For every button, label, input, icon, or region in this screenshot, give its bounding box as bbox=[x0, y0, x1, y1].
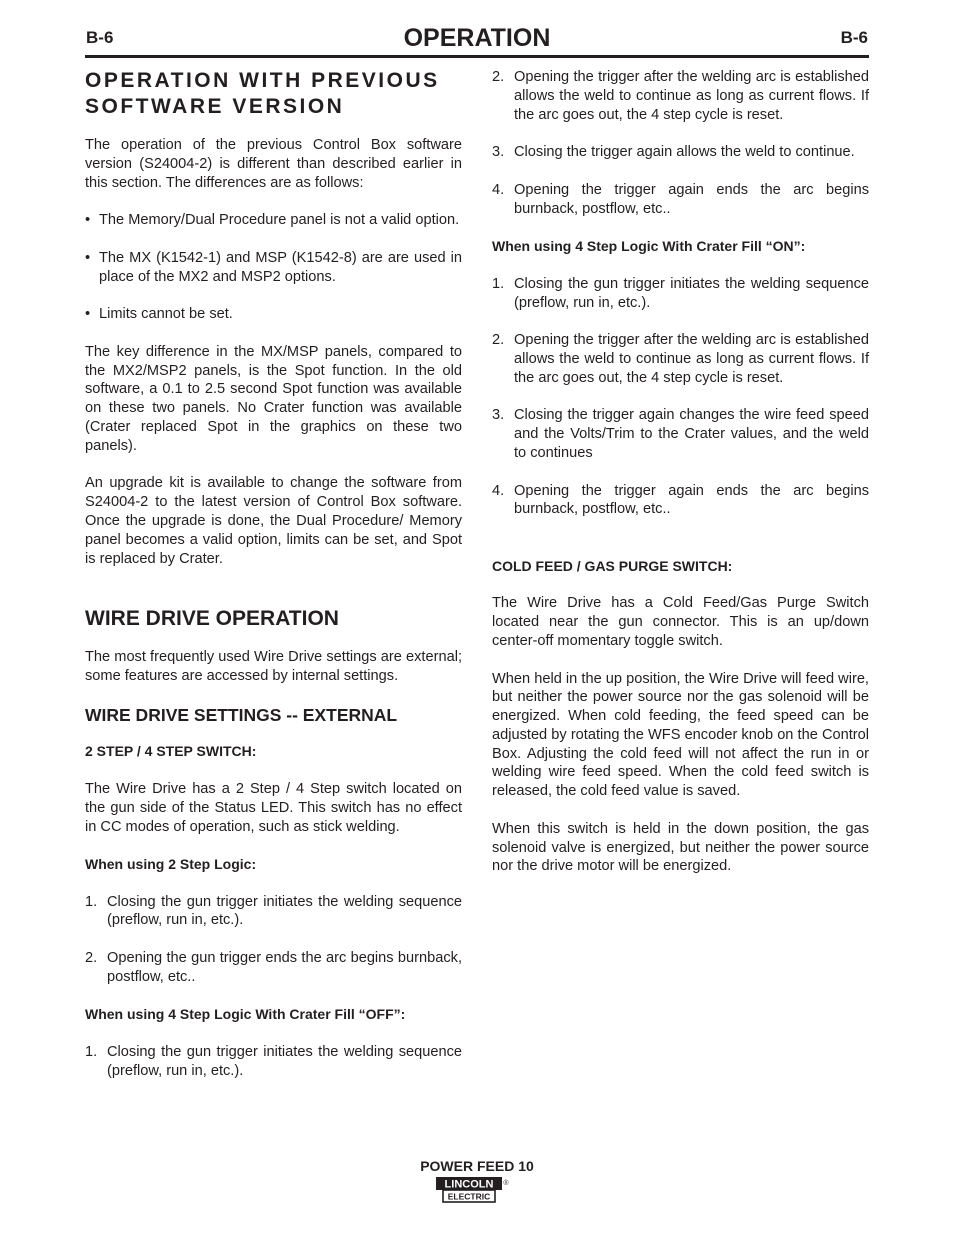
left-column bbox=[85, 68, 462, 1099]
list-item-number: 1. bbox=[492, 275, 505, 292]
list-item bbox=[85, 893, 462, 931]
bullet-icon: • bbox=[85, 212, 91, 229]
list-item bbox=[492, 181, 869, 219]
list-item-number: 1. bbox=[85, 1044, 98, 1061]
list-item-number: 1. bbox=[85, 893, 98, 910]
page-title: OPERATION bbox=[403, 24, 551, 52]
list-item bbox=[85, 949, 462, 987]
list-item bbox=[85, 211, 462, 230]
settings-heading: WIRE DRIVE SETTINGS -- EXTERNAL bbox=[85, 705, 398, 726]
list-item-text: Opening the gun trigger ends the arc begins burnback, postflow, etc.. bbox=[107, 950, 462, 985]
list-item-text: Opening the trigger after the welding arc is established allows the weld to continue as long as current flows. If the arc goes out, the 4 step cycle is reset. bbox=[514, 332, 869, 386]
step-switch-heading: 2 STEP / 4 STEP SWITCH: bbox=[85, 743, 257, 760]
wire-drive-intro: The most frequently used Wire Drive settings are external; some features are accessed by internal settings. bbox=[85, 648, 462, 684]
list-item-text: The Memory/Dual Procedure panel is not a valid option. bbox=[99, 212, 460, 229]
list-item bbox=[85, 1043, 462, 1081]
list-item bbox=[492, 68, 869, 124]
list-item-number: 2. bbox=[492, 69, 505, 85]
cold-feed-paragraph: The Wire Drive has a Cold Feed/Gas Purge Switch located near the gun connector. This is an up/down center-off momentary toggle switch. bbox=[492, 595, 869, 649]
list-item-number: 2. bbox=[85, 950, 98, 967]
bullet-icon: • bbox=[85, 306, 91, 323]
upgrade-paragraph: An upgrade kit is available to change the software from S24004-2 to the latest version of Control Box software. Once the upgrade is done, the Dual Procedure/ Memory panel becomes a valid option, limits can be set, and Spot is replaced by Crater. bbox=[85, 475, 462, 567]
key-difference-paragraph: The key difference in the MX/MSP panels, compared to the MX2/MSP2 panels, is the Spot function. In the old software, a 0.1 to 2.5 second Spot function was available on these two panels. No Crater function was available (Crater replaced Spot in the graphics on these two panels). bbox=[85, 343, 462, 454]
four-step-off-heading: When using 4 Step Logic With Crater Fill “OFF”: bbox=[85, 1006, 406, 1023]
list-item-text: Opening the trigger again ends the arc begins burnback, postflow, etc.. bbox=[514, 482, 869, 518]
four-step-on-heading: When using 4 Step Logic With Crater Fill “ON”: bbox=[492, 238, 806, 255]
header-rule bbox=[85, 55, 869, 58]
list-item-text: Closing the trigger again changes the wire feed speed and the Volts/Trim to the Crater values, and the weld to continues bbox=[514, 407, 869, 461]
svg-text:ELECTRIC: ELECTRIC bbox=[447, 1191, 491, 1202]
list-item bbox=[492, 143, 869, 162]
list-item bbox=[85, 305, 462, 324]
list-item-number: 2. bbox=[492, 332, 505, 349]
list-item-number: 3. bbox=[492, 407, 505, 424]
wire-drive-heading: WIRE DRIVE OPERATION bbox=[85, 606, 339, 630]
list-item bbox=[85, 249, 462, 287]
previous-software-intro: The operation of the previous Control Box software version (S24004-2) is different than described earlier in this section. The differences are as follows: bbox=[85, 137, 462, 191]
list-item-text: Closing the gun trigger initiates the welding sequence (preflow, run in, etc.). bbox=[107, 1044, 462, 1079]
list-item bbox=[492, 331, 869, 387]
list-item bbox=[492, 275, 869, 313]
step-switch-paragraph: The Wire Drive has a 2 Step / 4 Step switch located on the gun side of the Status LED. This switch has no effect in CC modes of operation, such as stick welding. bbox=[85, 780, 462, 835]
cold-feed-paragraph: When this switch is held in the down position, the gas solenoid valve is energized, but neither the power source nor the drive motor will be energized. bbox=[492, 820, 869, 875]
svg-text:®: ® bbox=[503, 1180, 509, 1187]
list-item-text: Opening the trigger again ends the arc begins burnback, postflow, etc.. bbox=[514, 181, 869, 217]
lincoln-electric-logo bbox=[435, 1176, 511, 1204]
list-item-text: Closing the gun trigger initiates the welding sequence (preflow, run in, etc.). bbox=[107, 893, 462, 929]
list-item-text: Closing the trigger again allows the weld to continue. bbox=[514, 144, 855, 161]
two-step-heading: When using 2 Step Logic: bbox=[85, 856, 257, 873]
list-item bbox=[492, 406, 869, 462]
list-item-text: Opening the trigger after the welding arc is established allows the weld to continue as long as current flows. If the arc goes out, the 4 step cycle is reset. bbox=[514, 69, 869, 123]
list-item-text: Closing the gun trigger initiates the welding sequence (preflow, run in, etc.). bbox=[514, 275, 869, 311]
list-item-number: 4. bbox=[492, 482, 505, 499]
list-item-text: Limits cannot be set. bbox=[99, 306, 233, 323]
list-item-number: 3. bbox=[492, 144, 505, 161]
right-column bbox=[492, 68, 869, 895]
previous-software-heading: OPERATION WITH PREVIOUS SOFTWARE VERSION bbox=[85, 69, 440, 118]
footer-product-name: POWER FEED 10 bbox=[420, 1158, 534, 1174]
list-item bbox=[492, 482, 869, 520]
page-number-right: B-6 bbox=[840, 28, 868, 47]
cold-feed-heading: COLD FEED / GAS PURGE SWITCH: bbox=[492, 557, 733, 574]
svg-text:LINCOLN: LINCOLN bbox=[444, 1178, 494, 1191]
list-item-text: The MX (K1542-1) and MSP (K1542-8) are are used in place of the MX2 and MSP2 options. bbox=[99, 249, 462, 285]
cold-feed-paragraph: When held in the up position, the Wire Drive will feed wire, but neither the power source nor the gas solenoid will be energized. When cold feeding, the feed speed can be adjusted by rotating the WFS encoder knob on the Control Box. Adjusting the cold feed will not affect the run in or welding wire feed speed. When the cold feed switch is released, the cold feed value is saved. bbox=[492, 670, 869, 800]
list-item-number: 4. bbox=[492, 181, 505, 198]
page-number-left: B-6 bbox=[86, 28, 114, 47]
bullet-icon: • bbox=[85, 249, 91, 266]
